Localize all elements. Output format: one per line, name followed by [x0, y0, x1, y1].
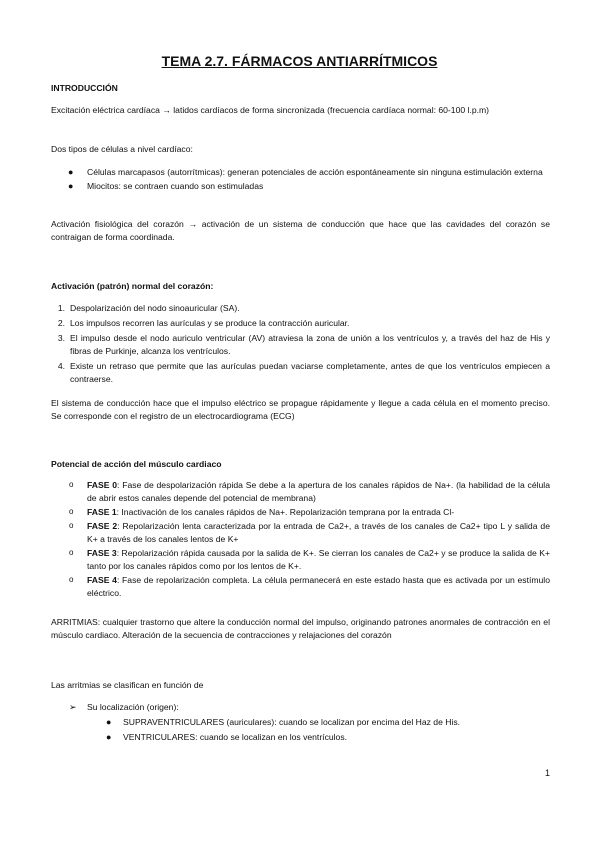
- circle-bullet-icon: o: [69, 507, 74, 516]
- intro-paragraph-2: Dos tipos de células a nivel cardíaco:: [51, 144, 193, 154]
- list-item: 1. Despolarización del nodo sinoauricular (SA).: [57, 303, 240, 313]
- list-item: ● VENTRICULARES: cuando se localizan en los ventrículos.: [106, 732, 348, 742]
- arrow-bullet-icon: ➢: [69, 702, 77, 712]
- potential-heading: Potencial de acción del músculo cardiaco: [51, 459, 222, 469]
- list-item: 4. Existe un retraso que permite que las aurículas puedan vaciarse completamente, antes de que los ventrículos empiecen a contraerse.: [57, 361, 550, 384]
- classification-paragraph: Las arritmias se clasifican en función de: [51, 680, 204, 690]
- circle-bullet-icon: o: [69, 575, 74, 584]
- list-item: ● Miocitos: se contraen cuando son estimuladas: [68, 181, 264, 191]
- intro-heading: INTRODUCCIÓN: [51, 83, 118, 93]
- circle-bullet-icon: o: [69, 521, 74, 530]
- activation-paragraph: El sistema de conducción hace que el impulso eléctrico se propague rápidamente y llegue a cada célula en el momento preciso. Se corresponde con el registro de un electrocardiograma (ECG): [51, 398, 550, 421]
- list-item: o FASE 1: Inactivación de los canales rápidos de Na+. Repolarización temprana por la entrada Cl-: [69, 507, 455, 517]
- activation-heading: Activación (patrón) normal del corazón:: [51, 281, 214, 291]
- page-title: TEMA 2.7. FÁRMACOS ANTIARRÍTMICOS: [161, 53, 438, 69]
- list-item: o FASE 4: Fase de repolarización completa. La célula permanecerá en este estado hasta que es activada por un estímulo eléctrico.: [69, 575, 550, 598]
- list-item: ➢ Su localización (origen):: [69, 702, 179, 712]
- list-item: ● SUPRAVENTRICULARES (auriculares): cuando se localizan por encima del Haz de His.: [106, 717, 461, 727]
- list-item: 2. Los impulsos recorren las aurículas y se produce la contracción auricular.: [57, 318, 350, 328]
- bullet-icon: ●: [68, 167, 74, 177]
- phases-list: [51, 479, 550, 600]
- page-number: 1: [544, 768, 550, 778]
- activation-steps-list: [51, 302, 550, 386]
- circle-bullet-icon: o: [69, 480, 74, 489]
- bullet-icon: ●: [68, 181, 74, 191]
- cell-types-list: [51, 166, 550, 193]
- list-item: ● Células marcapasos (autorrítmicas): generan potenciales de acción espontáneamente sin ninguna estimulación externa: [68, 167, 543, 177]
- classification-list: [51, 701, 550, 744]
- list-item: o FASE 2: Repolarización lenta caracterizada por la entrada de Ca2+, a través de los canales de Ca2+ tipo L y salida de K+ a través de los canales lentos de K+: [69, 521, 550, 544]
- list-item: 3. El impulso desde el nodo auriculo ventricular (AV) atraviesa la zona de unión a los ventrículos y, a través del haz de His y fibras de Purkinje, alcanza los ventrículos.: [57, 333, 550, 356]
- bullet-icon: ●: [106, 732, 112, 742]
- intro-paragraph-1: Excitación eléctrica cardíaca → latidos cardíacos de forma sincronizada (frecuencia cardíaca normal: 60-100 l.p.m): [51, 105, 490, 115]
- intro-section: [51, 82, 550, 95]
- arrhythmias-paragraph: ARRITMIAS: cualquier trastorno que altere la conducción normal del impulso, originando patrones anormales de contracción en el músculo cardiaco. Alteración de la secuencia de contracciones y relajaciones del corazón: [51, 617, 550, 640]
- list-item: o FASE 3: Repolarización rápida causada por la salida de K+. Se cierran los canales de Ca2+ y se produce la salida de K+ tanto por los canales rápidos como por los lentos de K+.: [69, 548, 550, 571]
- intro-paragraph-3: Activación fisiológica del corazón → activación de un sistema de conducción que hace que las cavidades del corazón se contraigan de forma coordinada.: [51, 219, 550, 242]
- list-item: o FASE 0: Fase de despolarización rápida Se debe a la apertura de los canales rápidos de Na+. (la habilidad de la célula de abrir estos canales depende del potencial de membrana): [69, 480, 550, 503]
- bullet-icon: ●: [106, 717, 112, 727]
- circle-bullet-icon: o: [69, 548, 74, 557]
